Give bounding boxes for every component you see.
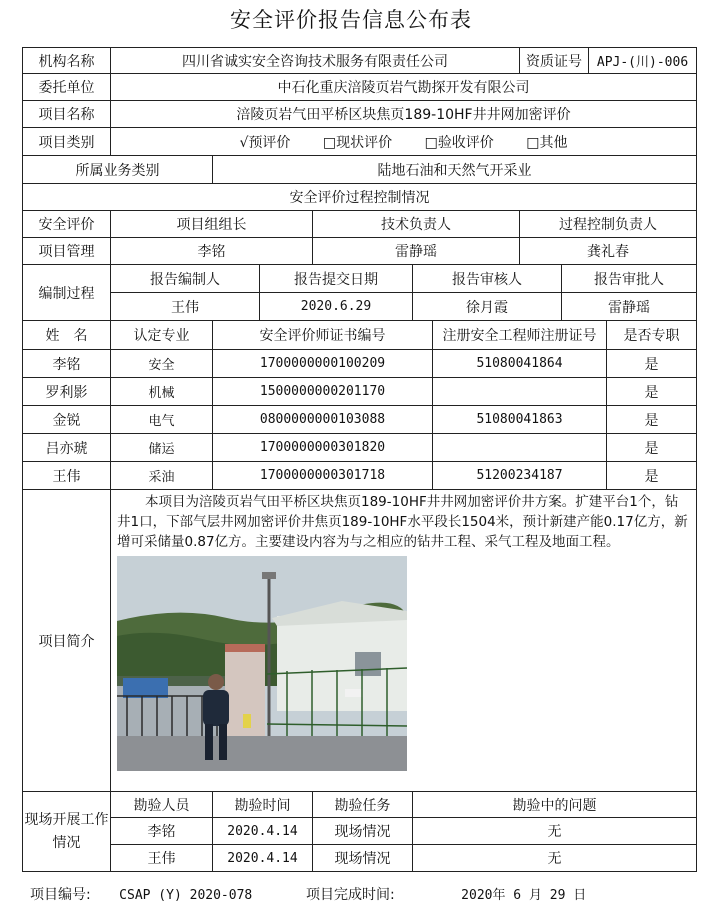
site-task: 现场情况 — [313, 818, 413, 845]
staff-name: 王伟 — [23, 462, 111, 490]
site-issue: 无 — [413, 818, 697, 845]
staff-fulltime: 是 — [607, 434, 697, 462]
project-type-option-other: □其他 — [526, 134, 568, 151]
site-date: 2020.4.14 — [213, 818, 313, 845]
label-process-lead: 过程控制负责人 — [520, 211, 697, 238]
staff-cert: 1700000000100209 — [213, 350, 433, 378]
site-person: 李铭 — [111, 818, 213, 845]
page-title: 安全评价报告信息公布表 — [230, 8, 472, 32]
org-name: 四川省诚实安全咨询技术服务有限责任公司 — [111, 48, 520, 74]
staff-reg: 51200234187 — [433, 462, 607, 490]
staff-name: 罗利影 — [23, 378, 111, 406]
staff-reg — [433, 378, 607, 406]
staff-header-name: 姓 名 — [23, 321, 111, 350]
site-date: 2020.4.14 — [213, 845, 313, 872]
intro-text: 本项目为涪陵页岩气田平桥区块焦页189-10HF井井网加密评价井方案。扩建平台1个，钻井1口，下部气层井网加密评价井焦页189-10HF水平段长1504米，预计新建产能0.17亿方，新增可采储量0.87亿方。主要建设内容为与之相应的钻井工程、采气工程及地面工程。 — [117, 494, 688, 550]
staff-major: 采油 — [111, 462, 213, 490]
site-task: 现场情况 — [313, 845, 413, 872]
label-project-name: 项目名称 — [23, 101, 111, 128]
project-type-option-acceptance: □验收评价 — [424, 134, 494, 151]
label-submit-date: 报告提交日期 — [260, 265, 413, 293]
project-no-label: 项目编号: — [30, 887, 91, 903]
team-leader: 李铭 — [111, 238, 313, 265]
footer-complete-time — [306, 884, 586, 904]
staff-name: 金锐 — [23, 406, 111, 434]
intro-cell — [111, 490, 697, 792]
report-author: 王伟 — [111, 293, 260, 321]
project-name: 涪陵页岩气田平桥区块焦页189-10HF井井网加密评价 — [111, 101, 697, 128]
staff-fulltime: 是 — [607, 378, 697, 406]
label-site-work: 现场开展工作情况 — [23, 792, 111, 872]
site-issue: 无 — [413, 845, 697, 872]
site-visit-row — [23, 845, 697, 872]
label-report-author: 报告编制人 — [111, 265, 260, 293]
business-type: 陆地石油和天然气开采业 — [213, 156, 697, 184]
process-lead: 龚礼春 — [520, 238, 697, 265]
staff-fulltime: 是 — [607, 406, 697, 434]
label-safety-eval: 安全评价 — [23, 211, 111, 238]
reviewer: 徐月霞 — [413, 293, 562, 321]
label-team-leader: 项目组组长 — [111, 211, 313, 238]
tech-lead: 雷静瑶 — [313, 238, 520, 265]
staff-major: 储运 — [111, 434, 213, 462]
label-project-type: 项目类别 — [23, 128, 111, 156]
site-photo — [117, 556, 407, 771]
staff-reg — [433, 434, 607, 462]
site-header-issue: 勘验中的问题 — [413, 792, 697, 818]
staff-header-major: 认定专业 — [111, 321, 213, 350]
staff-row — [23, 434, 697, 462]
staff-header-fulltime: 是否专职 — [607, 321, 697, 350]
site-header-date: 勘验时间 — [213, 792, 313, 818]
staff-fulltime: 是 — [607, 350, 697, 378]
process-control-header: 安全评价过程控制情况 — [23, 184, 697, 211]
staff-header-cert: 安全评价师证书编号 — [213, 321, 433, 350]
site-header-task: 勘验任务 — [313, 792, 413, 818]
staff-row — [23, 378, 697, 406]
label-approver: 报告审批人 — [562, 265, 697, 293]
cert-no: APJ-(川)-006 — [589, 48, 697, 74]
staff-major: 安全 — [111, 350, 213, 378]
staff-cert: 1500000000201170 — [213, 378, 433, 406]
staff-major: 机械 — [111, 378, 213, 406]
project-type-options — [111, 128, 697, 156]
site-visit-row — [23, 818, 697, 845]
footer-project-no — [30, 884, 252, 904]
project-type-option-status: □现状评价 — [322, 134, 393, 151]
info-table — [22, 47, 697, 872]
staff-name: 吕亦琥 — [23, 434, 111, 462]
staff-header-reg: 注册安全工程师注册证号 — [433, 321, 607, 350]
staff-reg: 51080041864 — [433, 350, 607, 378]
staff-cert: 0800000000103088 — [213, 406, 433, 434]
label-tech-lead: 技术负责人 — [313, 211, 520, 238]
staff-cert: 1700000000301820 — [213, 434, 433, 462]
site-person: 王伟 — [111, 845, 213, 872]
submit-date: 2020.6.29 — [260, 293, 413, 321]
label-project-mgmt: 项目管理 — [23, 238, 111, 265]
site-photo-image — [117, 556, 407, 771]
staff-row — [23, 462, 697, 490]
project-type-option-pre: √预评价 — [239, 134, 291, 151]
staff-fulltime: 是 — [607, 462, 697, 490]
staff-row — [23, 406, 697, 434]
staff-reg: 51080041863 — [433, 406, 607, 434]
staff-major: 电气 — [111, 406, 213, 434]
label-reviewer: 报告审核人 — [413, 265, 562, 293]
site-header-person: 勘验人员 — [111, 792, 213, 818]
label-org-name: 机构名称 — [23, 48, 111, 74]
label-client: 委托单位 — [23, 74, 111, 101]
client-name: 中石化重庆涪陵页岩气勘探开发有限公司 — [111, 74, 697, 101]
complete-date: 2020年 6 月 29 日 — [461, 888, 587, 903]
staff-row — [23, 350, 697, 378]
staff-name: 李铭 — [23, 350, 111, 378]
approver: 雷静瑶 — [562, 293, 697, 321]
label-business-type: 所属业务类别 — [23, 156, 213, 184]
staff-cert: 1700000000301718 — [213, 462, 433, 490]
label-cert-no: 资质证号 — [520, 48, 589, 74]
label-compile-process: 编制过程 — [23, 265, 111, 321]
complete-label: 项目完成时间: — [306, 887, 395, 903]
label-intro: 项目简介 — [23, 490, 111, 792]
project-no: CSAP (Y) 2020-078 — [119, 888, 253, 903]
